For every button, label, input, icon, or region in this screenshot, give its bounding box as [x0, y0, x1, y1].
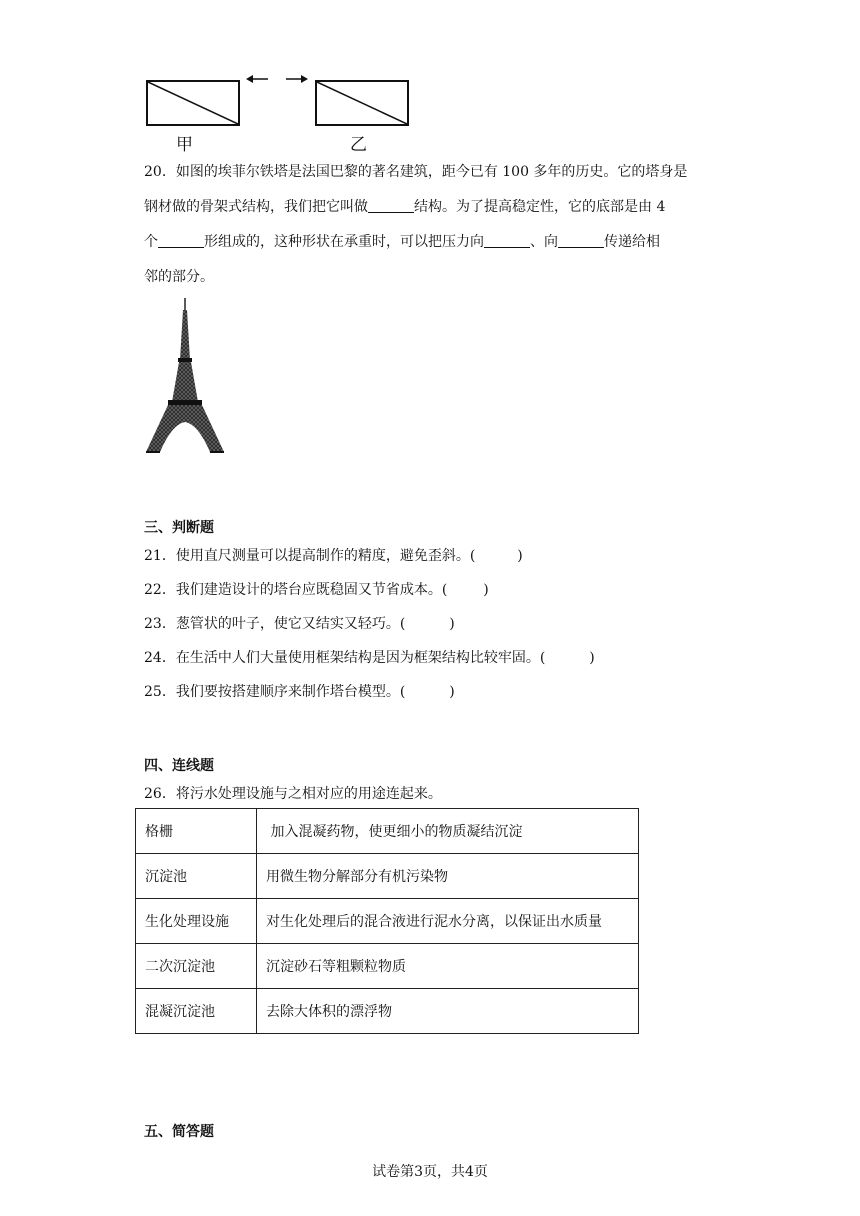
q20-line1: 20．如图的埃菲尔铁塔是法国巴黎的著名建筑，距今已有 100 多年的历史。它的塔身是: [144, 164, 688, 180]
question-23: 23．葱管状的叶子，使它又结实又轻巧。( ): [144, 616, 455, 632]
usage-cell[interactable]: 加入混凝药物，使更细小的物质凝结沉淀: [257, 809, 639, 854]
usage-cell[interactable]: 对生化处理后的混合液进行泥水分离，以保证出水质量: [257, 899, 639, 944]
usage-cell[interactable]: 去除大体积的漂浮物: [257, 989, 639, 1034]
facility-cell[interactable]: 二次沉淀池: [136, 944, 257, 989]
facility-cell[interactable]: 格栅: [136, 809, 257, 854]
table-row: [136, 854, 639, 899]
answer-blank-2[interactable]: [158, 233, 204, 248]
table-row: [136, 989, 639, 1034]
section-5-title: 五、简答题: [144, 1124, 214, 1140]
eiffel-tower-image: [146, 298, 226, 456]
answer-blank-1[interactable]: [368, 198, 414, 213]
question-25: 25．我们要按搭建顺序来制作塔台模型。( ): [144, 684, 455, 700]
rectangle-jia: [146, 80, 240, 126]
answer-blank-3[interactable]: [484, 233, 530, 248]
table-row: [136, 944, 639, 989]
q20-line2: 钢材做的骨架式结构，我们把它叫做 结构。为了提高稳定性，它的底部是由 4: [144, 199, 666, 215]
q20-line4: 邻的部分。: [144, 269, 214, 285]
diagonal-yi: [317, 82, 407, 124]
question-21: 21．使用直尺测量可以提高制作的精度，避免歪斜。( ): [144, 548, 523, 564]
question-24: 24．在生活中人们大量使用框架结构是因为框架结构比较牢固。( ): [144, 650, 595, 666]
usage-cell[interactable]: 用微生物分解部分有机污染物: [257, 854, 639, 899]
matching-table: [135, 808, 639, 1034]
rectangle-yi: [315, 80, 409, 126]
answer-blank-4[interactable]: [558, 233, 604, 248]
page-footer: 试卷第3页，共4页: [372, 1164, 488, 1180]
usage-cell[interactable]: 沉淀砂石等粗颗粒物质: [257, 944, 639, 989]
label-jia: 甲: [176, 135, 193, 155]
label-yi: 乙: [350, 135, 367, 155]
question-26: 26．将污水处理设施与之相对应的用途连起来。: [144, 786, 442, 802]
arrows-icon: [246, 72, 310, 86]
question-22: 22．我们建造设计的塔台应既稳固又节省成本。( ): [144, 582, 489, 598]
q20-line3: 个 形组成的，这种形状在承重时，可以把压力向 、向 传递给相: [144, 234, 660, 250]
table-row: [136, 899, 639, 944]
facility-cell[interactable]: 沉淀池: [136, 854, 257, 899]
facility-cell[interactable]: 混凝沉淀池: [136, 989, 257, 1034]
facility-cell[interactable]: 生化处理设施: [136, 899, 257, 944]
section-3-title: 三、判断题: [144, 520, 214, 536]
table-row: [136, 809, 639, 854]
diagonal-jia: [148, 82, 238, 124]
question-20: [144, 155, 724, 295]
section-4-title: 四、连线题: [144, 758, 214, 774]
